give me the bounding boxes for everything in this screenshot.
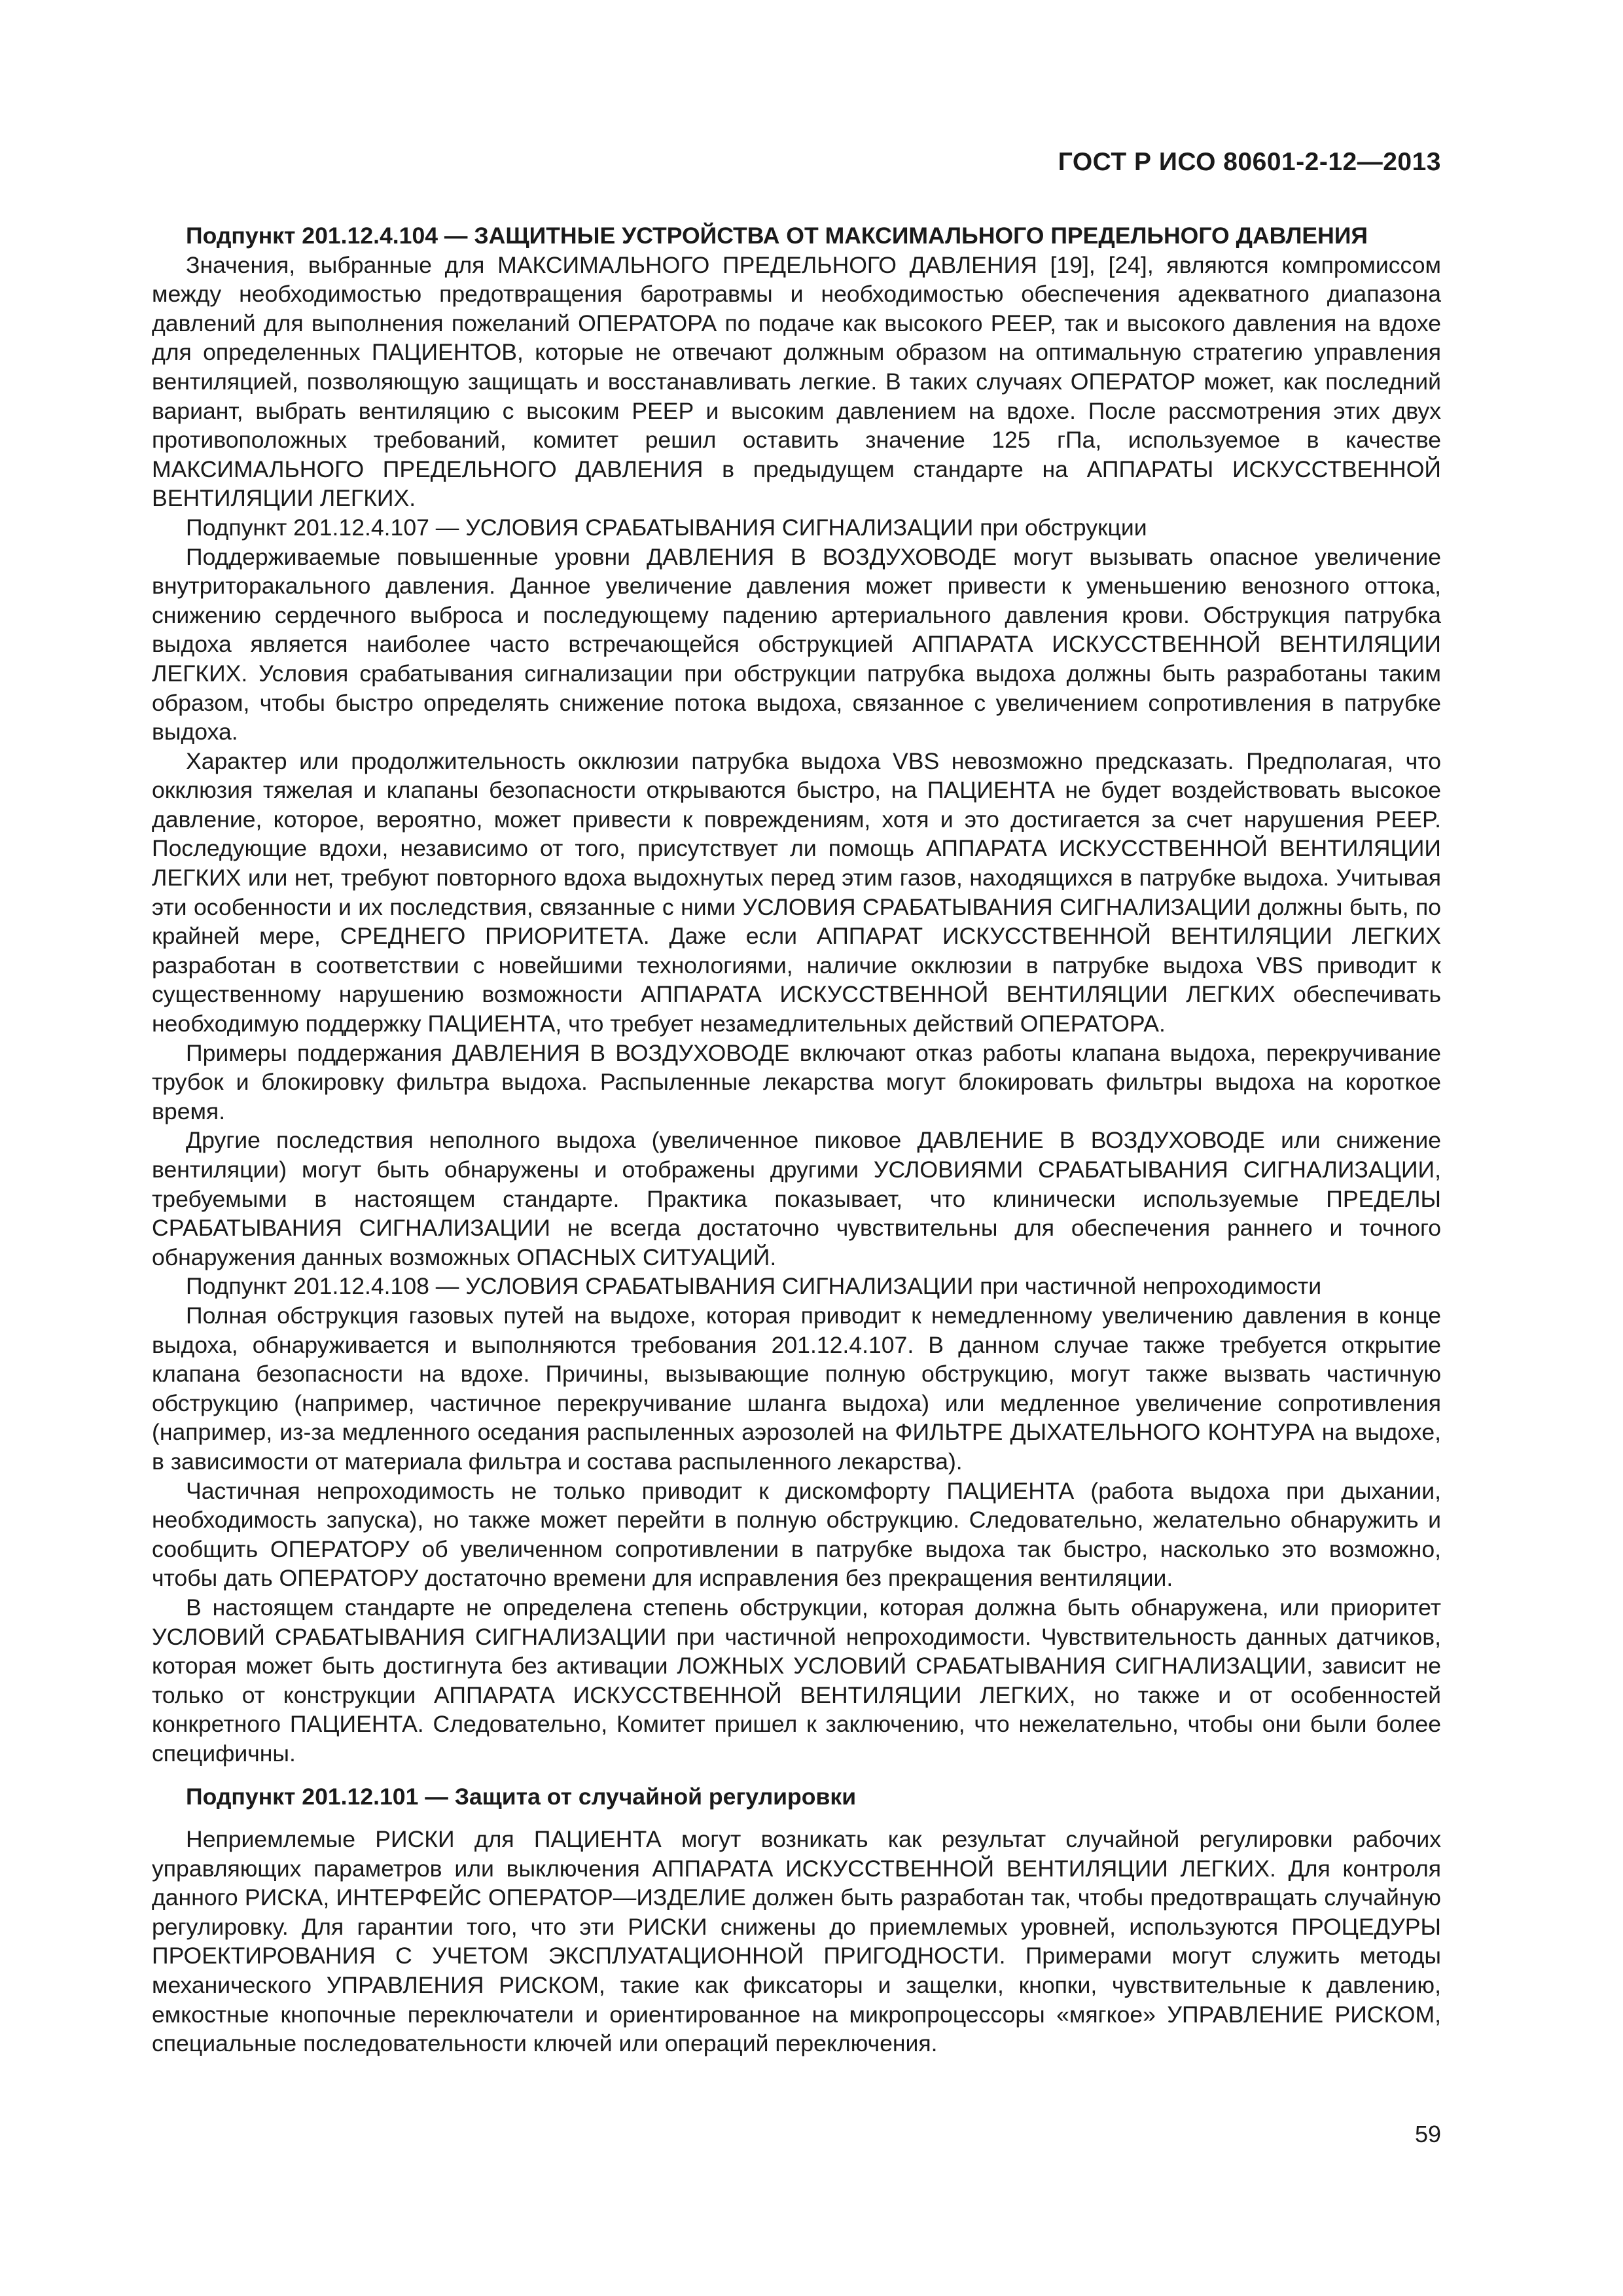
section-heading: Подпункт 201.12.4.104 — ЗАЩИТНЫЕ УСТРОЙСТВА ОТ МАКСИМАЛЬНОГО ПРЕДЕЛЬНОГО ДАВЛЕНИЯ bbox=[186, 223, 1368, 249]
paragraph: Полная обструкция газовых путей на выдохе, которая приводит к немедленному увеличению давления в конце выдоха, обнаруживается и выполняются требования 201.12.4.107. В данном случае также требуется открытие клапана безопасности на вдохе. Причины, вызывающие полную обструкцию, могут также вызвать частичную обструкцию (например, частичное перекручивание шланга выдоха) или медленное увеличение сопротивления (например, из-за медленного оседания распыленных аэрозолей на ФИЛЬТРЕ ДЫХАТЕЛЬНОГО КОНТУРА на выдохе, в зависимости от материала фильтра и состава распыленного лекарства). bbox=[152, 1302, 1441, 1475]
paragraph: В настоящем стандарте не определена степень обструкции, которая должна быть обнаружена, или приоритет УСЛОВИЙ СРАБАТЫВАНИЯ СИГНАЛИЗАЦИИ при частичной непроходимости. Чувствительность данных датчиков, которая может быть достигнута без активации ЛОЖНЫХ УСЛОВИЙ СРАБАТЫВАНИЯ СИГНАЛИЗАЦИИ, зависит не только от конструкции АППАРАТА ИСКУССТВЕННОЙ ВЕНТИЛЯЦИИ ЛЕГКИХ, но также и от особенностей конкретного ПАЦИЕНТА. Следовательно, Комитет пришел к заключению, что нежелательно, чтобы они были более специфичны. bbox=[152, 1594, 1441, 1767]
paragraph: Значения, выбранные для МАКСИМАЛЬНОГО ПРЕДЕЛЬНОГО ДАВЛЕНИЯ [19], [24], являются компромиссом между необходимостью предотвращения баротравмы и необходимостью обеспечения адекватного диапазона давлений для выполнения пожеланий ОПЕРАТОРА по подаче как высокого PEEP, так и высокого давления на вдохе для определенных ПАЦИЕНТОВ, которые не отвечают должным образом на оптимальную стратегию управления вентиляцией, позволяющую защищать и восстанавливать легкие. В таких случаях ОПЕРАТОР может, как последний вариант, выбрать вентиляцию с высоким PEEP и высоким давлением на вдохе. После рассмотрения этих двух противоположных требований, комитет решил оставить значение 125 гПа, используемое в качестве МАКСИМАЛЬНОГО ПРЕДЕЛЬНОГО ДАВЛЕНИЯ в предыдущем стандарте на АППАРАТЫ ИСКУССТВЕННОЙ ВЕНТИЛЯЦИИ ЛЕГКИХ. bbox=[152, 251, 1441, 512]
paragraph: Частичная непроходимость не только приводит к дискомфорту ПАЦИЕНТА (работа выдоха при дыхании, необходимость запуска), но также может перейти в полную обструкцию. Следовательно, желательно обнаружить и сообщить ОПЕРАТОРУ об увеличенном сопротивлении в патрубке выдоха так быстро, насколько это возможно, чтобы дать ОПЕРАТОРУ достаточно времени для исправления без прекращения вентиляции. bbox=[152, 1477, 1441, 1592]
paragraph: Неприемлемые РИСКИ для ПАЦИЕНТА могут возникать как результат случайной регулировки рабочих управляющих параметров или выключения АППАРАТА ИСКУССТВЕННОЙ ВЕНТИЛЯЦИИ ЛЕГКИХ. Для контроля данного РИСКА, ИНТЕРФЕЙС ОПЕРАТОР—ИЗДЕЛИЕ должен быть разработан так, чтобы предотвращать случайную регулировку. Для гарантии того, что эти РИСКИ снижены до приемлемых уровней, используются ПРОЦЕДУРЫ ПРОЕКТИРОВАНИЯ С УЧЕТОМ ЭКСПЛУАТАЦИОННОЙ ПРИГОДНОСТИ. Примерами могут служить методы механического УПРАВЛЕНИЯ РИСКОМ, такие как фиксаторы и защелки, кнопки, чувствительные к давлению, емкостные кнопочные переключатели и ориентированное на микропроцессоры «мягкое» УПРАВЛЕНИЕ РИСКОМ, специальные последовательности ключей или операций переключения. bbox=[152, 1826, 1441, 2057]
document-body bbox=[152, 221, 1441, 2058]
subsection-heading: Подпункт 201.12.4.107 — УСЛОВИЯ СРАБАТЫВАНИЯ СИГНАЛИЗАЦИИ при обструкции bbox=[186, 514, 1147, 541]
section-heading: Подпункт 201.12.101 — Защита от случайной регулировки bbox=[186, 1784, 857, 1810]
paragraph: Примеры поддержания ДАВЛЕНИЯ В ВОЗДУХОВОДЕ включают отказ работы клапана выдоха, перекручивание трубок и блокировку фильтра выдоха. Распыленные лекарства могут блокировать фильтры выдоха на короткое время. bbox=[152, 1039, 1441, 1124]
subsection-heading: Подпункт 201.12.4.108 — УСЛОВИЯ СРАБАТЫВАНИЯ СИГНАЛИЗАЦИИ при частичной непроходимости bbox=[186, 1273, 1322, 1300]
paragraph: Другие последствия неполного выдоха (увеличенное пиковое ДАВЛЕНИЕ В ВОЗДУХОВОДЕ или снижение вентиляции) могут быть обнаружены и отображены другими УСЛОВИЯМИ СРАБАТЫВАНИЯ СИГНАЛИЗАЦИИ, требуемыми в настоящем стандарте. Практика показывает, что клинически используемые ПРЕДЕЛЫ СРАБАТЫВАНИЯ СИГНАЛИЗАЦИИ не всегда достаточно чувствительны для обеспечения раннего и точного обнаружения данных возможных ОПАСНЫХ СИТУАЦИЙ. bbox=[152, 1127, 1441, 1270]
document-header: ГОСТ Р ИСО 80601-2-12—2013 bbox=[1058, 148, 1441, 176]
paragraph: Характер или продолжительность окклюзии патрубка выдоха VBS невозможно предсказать. Предполагая, что окклюзия тяжелая и клапаны безопасности открываются быстро, на ПАЦИЕНТА не будет воздействовать высокое давление, которое, вероятно, может привести к повреждениям, хотя и это достигается за счет нарушения PEEP. Последующие вдохи, независимо от того, присутствует ли помощь АППАРАТА ИСКУССТВЕННОЙ ВЕНТИЛЯЦИИ ЛЕГКИХ или нет, требуют повторного вдоха выдохнутых перед этим газов, находящихся в патрубке выдоха. Учитывая эти особенности и их последствия, связанные с ними УСЛОВИЯ СРАБАТЫВАНИЯ СИГНАЛИЗАЦИИ должны быть, по крайней мере, СРЕДНЕГО ПРИОРИТЕТА. Даже если АППАРАТ ИСКУССТВЕННОЙ ВЕНТИЛЯЦИИ ЛЕГКИХ разработан в соответствии с новейшими технологиями, наличие окклюзии в патрубке выдоха VBS приводит к существенному нарушению возможности АППАРАТА ИСКУССТВЕННОЙ ВЕНТИЛЯЦИИ ЛЕГКИХ обеспечивать необходимую поддержку ПАЦИЕНТА, что требует незамедлительных действий ОПЕРАТОРА. bbox=[152, 747, 1441, 1037]
paragraph: Поддерживаемые повышенные уровни ДАВЛЕНИЯ В ВОЗДУХОВОДЕ могут вызывать опасное увеличение внутриторакального давления. Данное увеличение давления может привести к уменьшению венозного оттока, снижению сердечного выброса и последующему падению артериального давления крови. Обструкция патрубка выдоха является наиболее часто встречающейся обструкцией АППАРАТА ИСКУССТВЕННОЙ ВЕНТИЛЯЦИИ ЛЕГКИХ. Условия срабатывания сигнализации при обструкции патрубка выдоха должны быть разработаны таким образом, чтобы быстро определять снижение потока выдоха, связанное с увеличением сопротивления в патрубке выдоха. bbox=[152, 543, 1441, 745]
page-number: 59 bbox=[1414, 2121, 1441, 2147]
